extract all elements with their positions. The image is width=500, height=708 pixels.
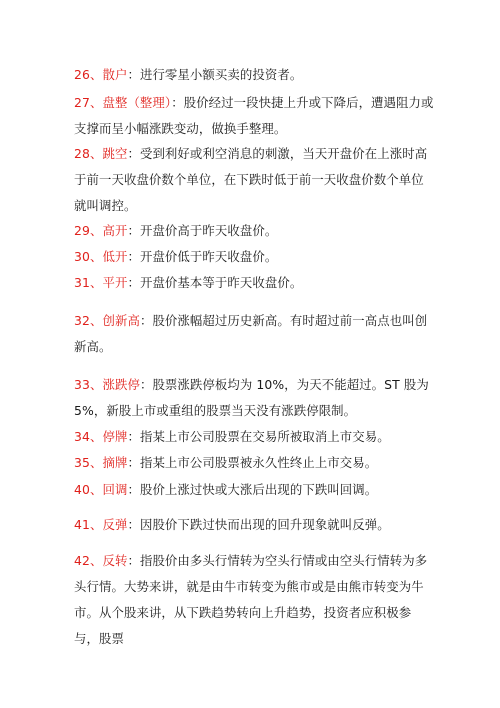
entry-28 bbox=[74, 141, 434, 219]
term-definition: 指股价由多头行情转为空头行情或由空头行情转为多头行情。大势来讲，就是由牛市转变为熊市或是由熊市转变为牛市。从个股来讲，从下跌趋势转向上升趋势，投资者应积极参与，股票 bbox=[74, 553, 428, 646]
term-separator: ： bbox=[127, 482, 140, 497]
entry-27 bbox=[74, 90, 434, 142]
term-definition: 进行零星小额买卖的投资者。 bbox=[139, 67, 303, 82]
entry-30 bbox=[74, 244, 434, 270]
entry-29 bbox=[74, 218, 434, 244]
term-label: 30、低开 bbox=[74, 249, 128, 264]
term-definition: 股价上涨过快或大涨后出现的下跌叫回调。 bbox=[139, 482, 378, 497]
term-label: 40、回调 bbox=[74, 482, 128, 497]
entry-42 bbox=[74, 548, 434, 652]
term-definition: 指某上市公司股票被永久性终止上市交易。 bbox=[139, 455, 378, 470]
term-separator: ： bbox=[127, 275, 140, 290]
term-separator: ： bbox=[127, 146, 140, 161]
term-separator: ： bbox=[139, 377, 153, 392]
entry-40 bbox=[74, 477, 434, 503]
entry-33 bbox=[74, 372, 434, 424]
entry-41 bbox=[74, 512, 434, 538]
entry-34 bbox=[74, 424, 434, 450]
term-definition: 开盘价低于昨天收盘价。 bbox=[139, 249, 278, 264]
term-definition: 股价经过一段快捷上升或下降后，遭遇阻力或支撑而呈小幅涨跌变动，做换手整理。 bbox=[74, 95, 434, 136]
term-definition: 开盘价基本等于昨天收盘价。 bbox=[139, 275, 303, 290]
term-separator: ： bbox=[139, 313, 153, 328]
term-label: 29、高开 bbox=[74, 223, 128, 238]
term-separator: ： bbox=[171, 95, 184, 110]
term-separator: ： bbox=[127, 249, 140, 264]
term-definition: 受到利好或利空消息的刺激，当天开盘价在上涨时高于前一天收盘价数个单位，在下跌时低于前一天收盘价数个单位就叫调控。 bbox=[74, 146, 428, 213]
term-separator: ： bbox=[127, 455, 140, 470]
entry-31 bbox=[74, 270, 434, 296]
term-label: 28、跳空 bbox=[74, 146, 128, 161]
term-separator: ： bbox=[127, 553, 140, 568]
entry-26 bbox=[74, 62, 434, 88]
term-definition: 股票涨跌停板均为 10%，为天不能超过。ST 股为 5%，新股上市或重组的股票当天没有涨跌停限制。 bbox=[74, 377, 429, 418]
term-separator: ： bbox=[127, 223, 140, 238]
term-separator: ： bbox=[127, 67, 140, 82]
term-label: 42、反转 bbox=[74, 553, 128, 568]
term-separator: ： bbox=[127, 429, 140, 444]
term-separator: ： bbox=[127, 517, 140, 532]
term-label: 27、盘整（整理） bbox=[74, 95, 172, 110]
term-label: 32、创新高 bbox=[74, 313, 140, 328]
term-label: 26、散户 bbox=[74, 67, 128, 82]
term-definition: 因股价下跌过快而出现的回升现象就叫反弹。 bbox=[139, 517, 390, 532]
term-label: 33、涨跌停 bbox=[74, 377, 140, 392]
entry-35 bbox=[74, 450, 434, 476]
term-definition: 开盘价高于昨天收盘价。 bbox=[139, 223, 278, 238]
term-label: 34、停牌 bbox=[74, 429, 128, 444]
term-label: 41、反弹 bbox=[74, 517, 128, 532]
term-label: 35、摘牌 bbox=[74, 455, 128, 470]
term-label: 31、平开 bbox=[74, 275, 128, 290]
term-definition: 股价涨幅超过历史新高。有时超过前一高点也叫创新高。 bbox=[74, 313, 428, 354]
entry-32 bbox=[74, 308, 434, 360]
term-definition: 指某上市公司股票在交易所被取消上市交易。 bbox=[139, 429, 390, 444]
